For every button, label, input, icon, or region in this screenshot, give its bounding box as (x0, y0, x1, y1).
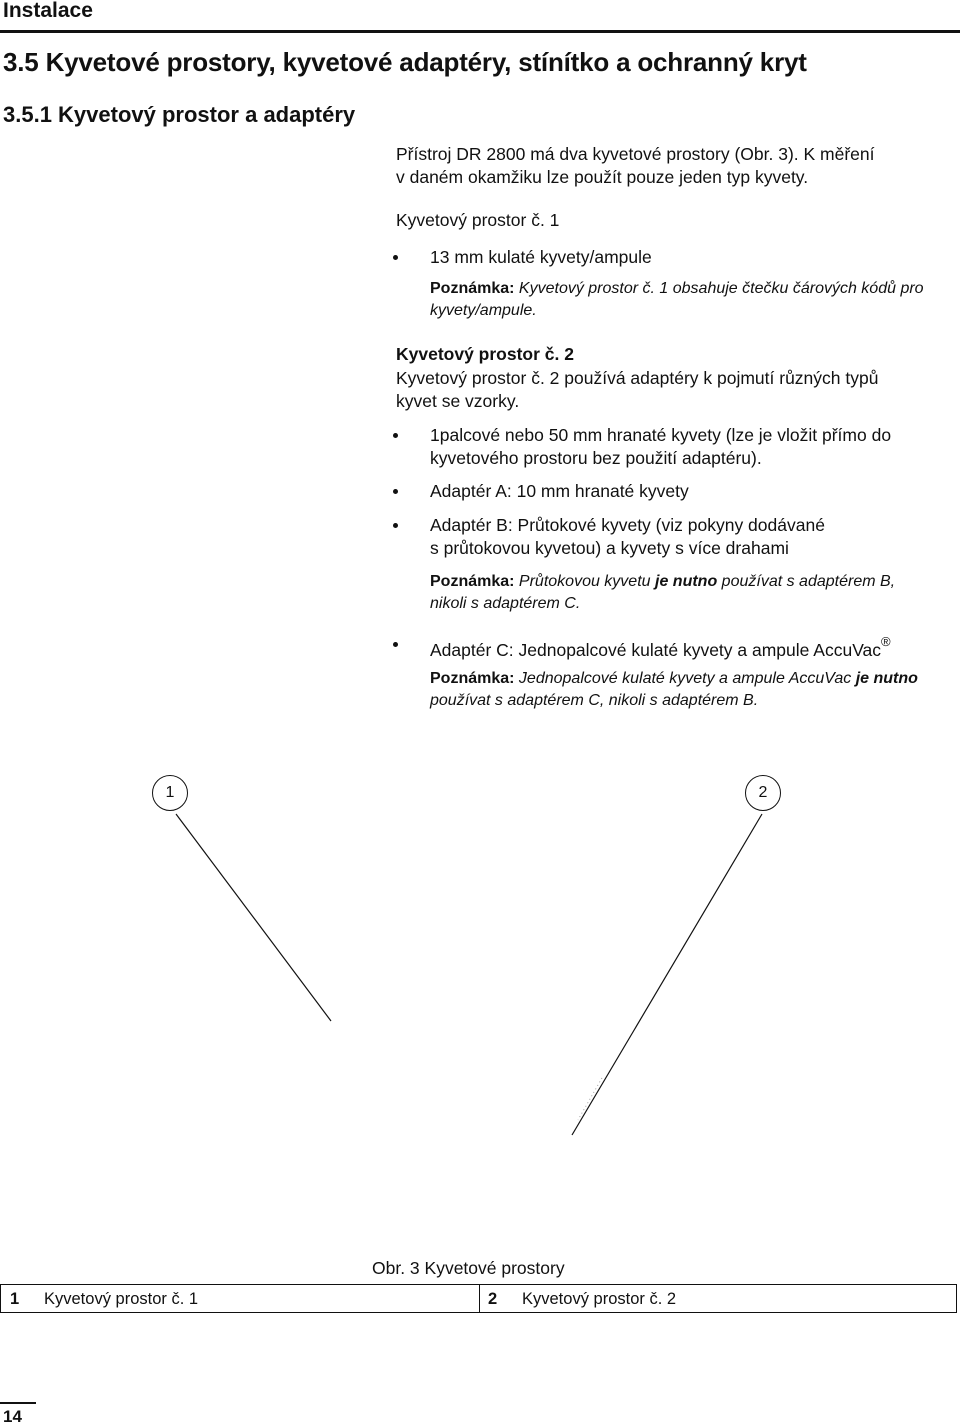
note-label: Poznámka: (430, 573, 515, 590)
compartment-1-note-line-1 (430, 278, 924, 300)
bullet-icon (393, 255, 398, 260)
callout-2-leader-line (572, 814, 762, 1135)
callout-2: 2 (745, 775, 781, 811)
compartment-2-bullet-1-line-1: 1palcové nebo 50 mm hranaté kyvety (lze je vložit přímo do (430, 425, 892, 445)
figure-caption: Obr. 3 Kyvetové prostory (372, 1258, 565, 1278)
compartment-2-bullet-2: Adaptér A: 10 mm hranaté kyvety (430, 481, 689, 501)
compartment-2-desc-line-1: Kyvetový prostor č. 2 používá adaptéry k pojmutí různých typů (396, 368, 879, 388)
legend-label: Kyvetový prostor č. 2 (522, 1290, 677, 1308)
compartment-2-bullet-1-line-2: kyvetového prostoru bez použití adaptéru). (430, 448, 762, 468)
legend-number: 1 (10, 1290, 20, 1308)
figure-legend (0, 1284, 957, 1313)
legend-number: 2 (488, 1290, 498, 1308)
page-number: 14 (3, 1407, 22, 1426)
note-text: Průtokovou kyvetu (518, 573, 651, 590)
note-text: Kyvetový prostor č. 1 obsahuje čtečku čárových kódů pro (518, 280, 924, 297)
intro-line-2: v daném okamžiku lze použít pouze jeden typ kyvety. (396, 167, 809, 187)
compartment-1-bullet-1: 13 mm kulaté kyvety/ampule (430, 247, 652, 267)
bullet-4-text: Adaptér C: Jednopalcové kulaté kyvety a ampule AccuVac (430, 639, 882, 660)
bullet-icon (393, 433, 398, 438)
note-text: používat s adaptérem B, (721, 573, 896, 590)
section-title: 3.5 Kyvetové prostory, kyvetové adaptéry, stínítko a ochranný kryt (3, 47, 807, 77)
legend-label: Kyvetový prostor č. 1 (44, 1290, 199, 1308)
note-emphasis: je nutno (855, 670, 918, 687)
note-label: Poznámka: (430, 280, 515, 297)
note-text: Jednopalcové kulaté kyvety a ampule AccuVac (518, 670, 852, 687)
compartment-2-heading: Kyvetový prostor č. 2 (396, 344, 574, 364)
compartment-2-note-1-line-1 (430, 571, 895, 593)
compartment-2-note-2-line-1 (430, 668, 918, 690)
bullet-icon (393, 642, 398, 647)
compartment-2-bullet-3-line-2: s průtokovou kyvetou) a kyvety s více drahami (430, 538, 789, 558)
compartment-1-heading: Kyvetový prostor č. 1 (396, 210, 560, 230)
compartment-2-bullet-4 (430, 633, 891, 662)
legend-item (1, 1285, 480, 1312)
compartment-2-bullet-3-line-1: Adaptér B: Průtokové kyvety (viz pokyny dodávané (430, 515, 825, 535)
callout-1-leader-line (176, 814, 331, 1021)
compartment-1-note-line-2: kyvety/ampule. (430, 302, 537, 319)
compartment-2-note-1-line-2: nikoli s adaptérem C. (430, 595, 581, 612)
footer-divider (0, 1402, 36, 1404)
compartment-2-note-2-line-2: používat s adaptérem C, nikoli s adaptérem B. (430, 692, 759, 709)
callout-1: 1 (152, 775, 188, 811)
intro-line-1: Přístroj DR 2800 má dva kyvetové prostory (Obr. 3). K měření (396, 144, 875, 164)
note-emphasis: je nutno (655, 573, 718, 590)
bullet-icon (393, 523, 398, 528)
figure-illustration (0, 760, 960, 1160)
subsection-title: 3.5.1 Kyvetový prostor a adaptéry (3, 102, 356, 127)
note-label: Poznámka: (430, 670, 515, 687)
bullet-icon (393, 489, 398, 494)
chapter-title: Instalace (3, 0, 93, 22)
chapter-divider (0, 30, 960, 33)
faint-figure-trace (578, 1078, 602, 1120)
registered-mark: ® (881, 634, 891, 649)
legend-item (480, 1285, 956, 1312)
compartment-2-desc-line-2: kyvet se vzorky. (396, 391, 520, 411)
